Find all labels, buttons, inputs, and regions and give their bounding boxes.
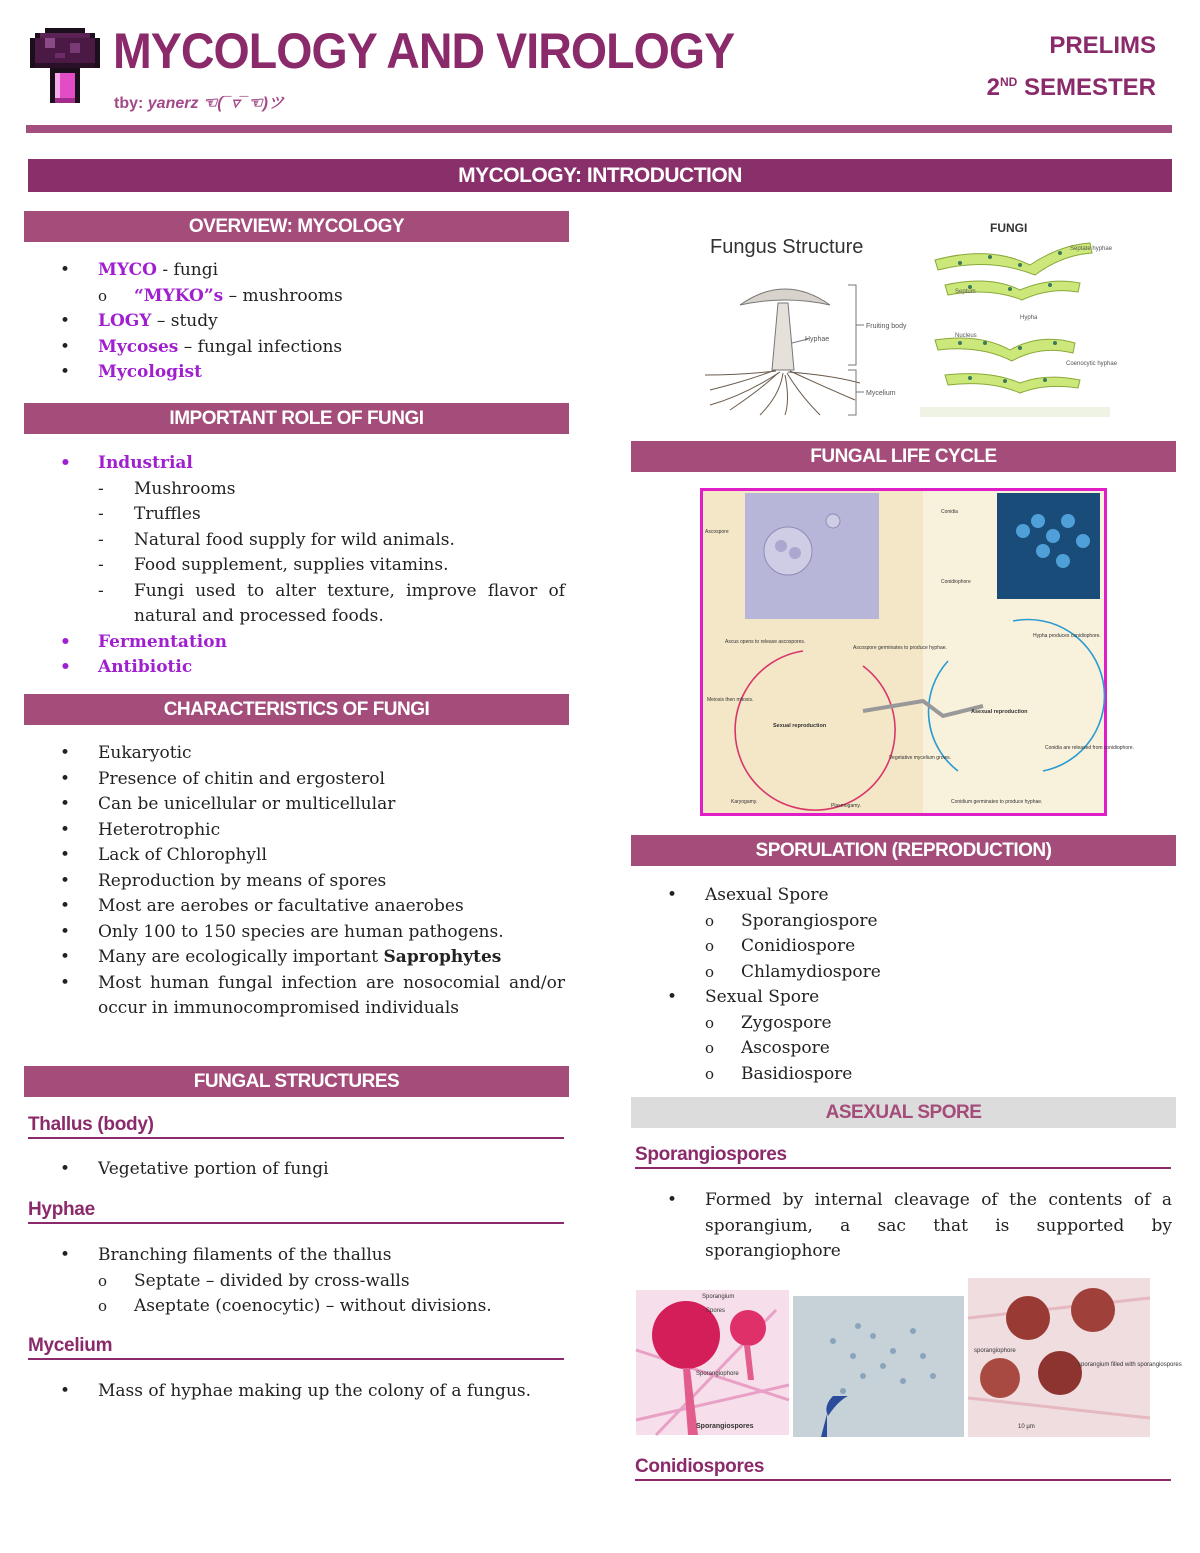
svg-text:sporangium filled with sporang: sporangium filled with sporangiospores xyxy=(1078,1362,1182,1368)
list-item: • Branching filaments of the thallus xyxy=(24,1243,569,1269)
list-item: o Septate – divided by cross-walls xyxy=(24,1269,569,1295)
sporangium-photo-3 xyxy=(968,1278,1182,1437)
list-item: o Aseptate (coenocytic) – without divisions. xyxy=(24,1294,569,1320)
list-item: o Zygospore xyxy=(631,1011,1176,1037)
list-item: o Ascospore xyxy=(631,1036,1176,1062)
characteristics-list xyxy=(24,741,569,1022)
svg-text:Conidiophore: Conidiophore xyxy=(941,579,971,585)
section-lifecycle-heading: FUNGAL LIFE CYCLE xyxy=(631,441,1176,472)
mycelium-subheading: Mycelium xyxy=(28,1335,564,1360)
sporangium-photo-1 xyxy=(636,1290,789,1435)
svg-text:Sporangiophore: Sporangiophore xyxy=(696,1371,739,1377)
list-item: • Most human fungal infection are nosocomial and/or occur in immunocompromised individuals xyxy=(24,971,569,1022)
list-item: - Fungi used to alter texture, improve flavor of natural and processed foods. xyxy=(24,579,569,630)
svg-text:Spores: Spores xyxy=(706,1308,726,1314)
list-item: o Chlamydiospore xyxy=(631,960,1176,986)
roles-list xyxy=(24,451,569,681)
svg-text:Septate hyphae: Septate hyphae xyxy=(1070,246,1113,252)
figure-title: Fungus Structure xyxy=(710,236,864,258)
list-item: - Truffles xyxy=(24,502,569,528)
author-line xyxy=(114,90,284,113)
svg-text:FUNGI: FUNGI xyxy=(990,221,1028,235)
list-item: • Many are ecologically important Saprophytes xyxy=(24,945,569,971)
list-item: o Conidiospore xyxy=(631,934,1176,960)
hyphae-subheading: Hyphae xyxy=(28,1199,564,1224)
svg-text:Septum: Septum xyxy=(955,289,976,295)
svg-text:Conidia: Conidia xyxy=(941,509,958,515)
list-item: • Lack of Chlorophyll xyxy=(24,843,569,869)
svg-text:Coenocytic hyphae: Coenocytic hyphae xyxy=(1066,361,1118,367)
document-title: MYCOLOGY AND VIROLOGY xyxy=(113,23,735,79)
svg-text:Fruiting body: Fruiting body xyxy=(866,323,907,330)
list-item: o “MYKO”s – mushrooms xyxy=(24,284,569,310)
svg-text:Nucleus: Nucleus xyxy=(955,333,977,339)
list-item: o Basidiospore xyxy=(631,1062,1176,1088)
list-item: o Sporangiospore xyxy=(631,909,1176,935)
list-item: • Presence of chitin and ergosterol xyxy=(24,767,569,793)
list-item: - Mushrooms xyxy=(24,477,569,503)
list-item: • Mycologist xyxy=(24,360,569,386)
svg-text:Sexual reproduction: Sexual reproduction xyxy=(773,723,827,729)
list-item: • Sexual Spore xyxy=(631,985,1176,1011)
list-item: • Eukaryotic xyxy=(24,741,569,767)
list-item: • Mass of hyphae making up the colony of a fungus. xyxy=(24,1379,569,1405)
svg-text:Sporangium: Sporangium xyxy=(702,1294,735,1300)
by-label: tby: xyxy=(114,95,144,112)
main-banner: MYCOLOGY: INTRODUCTION xyxy=(28,159,1172,192)
thallus-list xyxy=(24,1157,569,1183)
section-asexual-spore-heading: ASEXUAL SPORE xyxy=(631,1097,1176,1128)
list-item: • Most are aerobes or facultative anaerobes xyxy=(24,894,569,920)
svg-text:Karyogamy.: Karyogamy. xyxy=(731,799,758,805)
mushroom-logo-icon xyxy=(30,28,100,108)
svg-text:10 µm: 10 µm xyxy=(1018,1424,1035,1430)
overview-list xyxy=(24,258,569,386)
list-item: • Antibiotic xyxy=(24,655,569,681)
section-characteristics-heading: CHARACTERISTICS OF FUNGI xyxy=(24,694,569,725)
thallus-subheading: Thallus (body) xyxy=(28,1114,564,1139)
list-item: • Vegetative portion of fungi xyxy=(24,1157,569,1183)
svg-text:Meiosis then mitosis.: Meiosis then mitosis. xyxy=(707,697,754,703)
list-item: • Only 100 to 150 species are human pathogens. xyxy=(24,920,569,946)
list-item: • Industrial xyxy=(24,451,569,477)
svg-text:Hypha produces conidiophore.: Hypha produces conidiophore. xyxy=(1033,633,1101,639)
section-structures-heading: FUNGAL STRUCTURES xyxy=(24,1066,569,1097)
list-item: • Mycoses – fungal infections xyxy=(24,335,569,361)
section-roles-heading: IMPORTANT ROLE OF FUNGI xyxy=(24,403,569,434)
svg-text:Hyphae: Hyphae xyxy=(805,336,830,343)
svg-text:Asexual reproduction: Asexual reproduction xyxy=(971,709,1028,715)
sporangium-photo-2 xyxy=(793,1296,964,1437)
list-item: • Fermentation xyxy=(24,630,569,656)
list-item: • Reproduction by means of spores xyxy=(24,869,569,895)
list-item: - Natural food supply for wild animals. xyxy=(24,528,569,554)
svg-text:Ascospore: Ascospore xyxy=(705,529,729,535)
sporangiospores-list xyxy=(631,1188,1176,1265)
section-overview-heading: OVERVIEW: MYCOLOGY xyxy=(24,211,569,242)
list-item: • MYCO - fungi xyxy=(24,258,569,284)
mycelium-list xyxy=(24,1379,569,1405)
svg-text:Hypha: Hypha xyxy=(1020,315,1038,321)
exam-label: PRELIMS xyxy=(1049,32,1156,59)
sporangiospores-subheading: Sporangiospores xyxy=(635,1144,1171,1169)
list-item: • LOGY – study xyxy=(24,309,569,335)
fungus-structure-figure xyxy=(690,215,1120,423)
list-item: • Formed by internal cleavage of the contents of a sporangium, a sac that is supported by sporangiophore xyxy=(631,1188,1176,1265)
header-divider xyxy=(26,125,1172,133)
section-sporulation-heading: SPORULATION (REPRODUCTION) xyxy=(631,835,1176,866)
semester-label: 2ND SEMESTER xyxy=(986,74,1156,101)
life-cycle-figure xyxy=(700,488,1134,816)
hyphae-list xyxy=(24,1243,569,1320)
conidiospores-subheading: Conidiospores xyxy=(635,1456,1171,1481)
svg-text:Ascus opens to release ascospo: Ascus opens to release ascospores. xyxy=(725,639,806,645)
exam-info xyxy=(987,28,1156,106)
list-item: • Heterotrophic xyxy=(24,818,569,844)
author-name: yanerz ☜(¯▿¯☜)ツ xyxy=(147,95,284,112)
svg-text:Mycelium: Mycelium xyxy=(866,390,896,397)
svg-text:Conidium germinates to produce: Conidium germinates to produce hyphae. xyxy=(951,799,1043,805)
svg-text:sporangiophore: sporangiophore xyxy=(974,1348,1016,1354)
svg-text:Plasmogamy.: Plasmogamy. xyxy=(831,803,861,809)
list-item: • Can be unicellular or multicellular xyxy=(24,792,569,818)
list-item: • Asexual Spore xyxy=(631,883,1176,909)
svg-text:Sporangiospores: Sporangiospores xyxy=(696,1423,754,1430)
svg-text:Vegetative mycelium grows.: Vegetative mycelium grows. xyxy=(889,755,951,761)
svg-text:Conidia are released from coni: Conidia are released from conidiophore. xyxy=(1045,745,1134,751)
sporulation-list xyxy=(631,883,1176,1087)
list-item: - Food supplement, supplies vitamins. xyxy=(24,553,569,579)
svg-text:Ascospore germinates to produc: Ascospore germinates to produce hyphae. xyxy=(853,645,947,651)
